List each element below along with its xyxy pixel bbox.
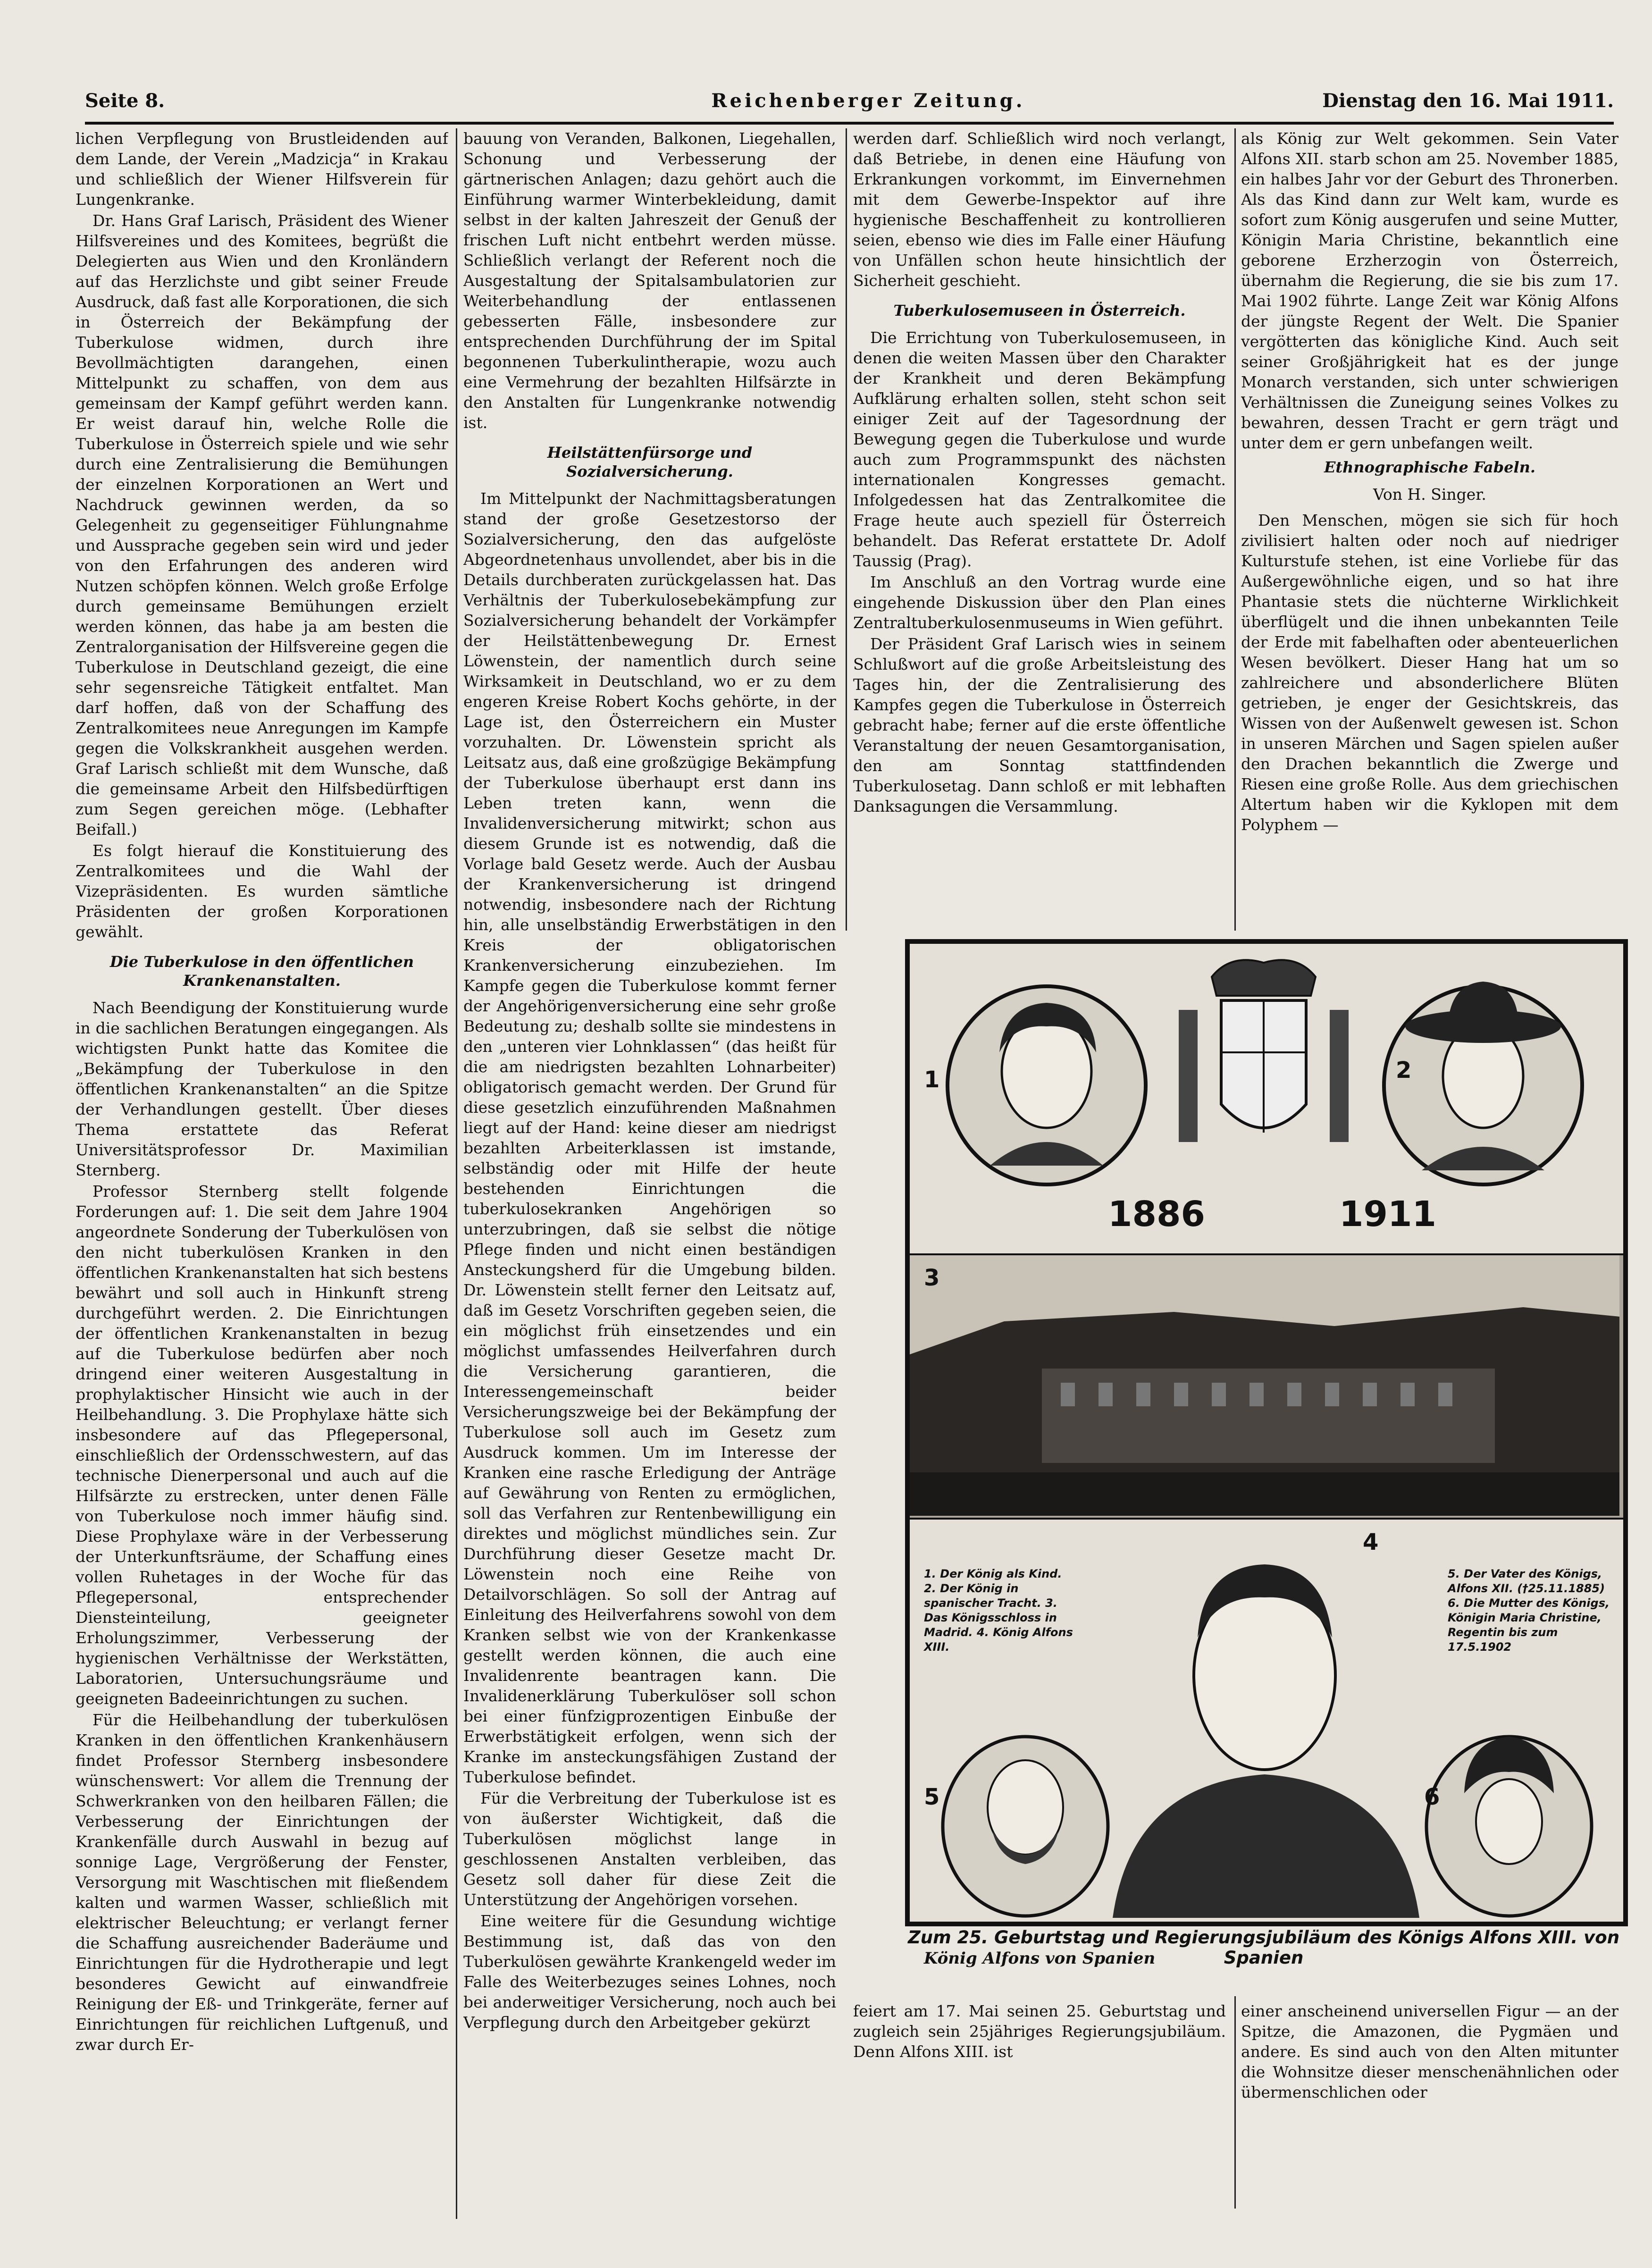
paragraph: feiert am 17. Mai seinen 25. Geburtstag und zugleich sein 25jähriges Regierungsjubiläum. Denn Alfons XIII. ist [853, 2002, 1226, 2061]
section-heading: Die Tuberkulose in den öffentlichen Krankenanstalten. [109, 953, 414, 990]
column-3 [853, 128, 1226, 912]
figure-number: 1 [924, 1067, 940, 1093]
paragraph: einer anscheinend universellen Figur — an der Spitze, die Amazonen, die Pygmäen und andere. Es sind auch von den Alten mitunter die Wohnsitze dieser menschenähnlichen oder übermenschlichen oder [1241, 2002, 1618, 2101]
year-label: 1886 [1108, 1194, 1205, 1235]
paragraph: als König zur Welt gekommen. Sein Vater Alfons XII. starb schon am 25. November 1885, ein halbes Jahr vor der Geburt des Thronerben. Als das Kind dann zur Welt kam, wurde es sofort zum König ausgerufen und seine Mutter, Königin Maria Christine, bekanntlich eine geborene Erzherzogin von Österreich, übernahm die Regierung, die sie bis zum 17. Mai 1902 führte. Lange Zeit war König Alfons der jüngste Regent der Welt. Die Spanier vergötterten das königliche Kind. Auch seit seiner Großjährigkeit hat es der junge Monarch verstanden, sich unter schwierigen Verhältnissen die Zuneigung seines Volkes zu bewahren, dessen Tracht er gern trägt und unter dem er gern unbefangen weilt. [1241, 129, 1618, 452]
figure-number: 3 [924, 1265, 940, 1291]
paragraph: Den Menschen, mögen sie sich für hoch zivilisiert halten oder noch auf niedriger Kulturstufe stehen, ist eine Vorliebe für das Außergewöhnliche eigen, und so hat ihre Phantasie stets die nüchterne Wirklichkeit überflügelt und die ihnen unbekannten Teile der Erde mit fabelhaften oder abenteuerlichen Wesen bevölkert. Dieser Hang hat um so zahlreichere und absonderlichere Blüten getrieben, je enger der Gesichtskreis, das Wissen von der Außenwelt gewesen ist. Schon in unseren Märchen und Sagen spielen außer den Drachen bekanntlich die Zwerge und Riesen eine große Rolle. Aus dem griechischen Altertum haben wir die Kyklopen mit dem Polyphem — [1241, 511, 1618, 834]
royal-palace-madrid-illustration [910, 1255, 1619, 1516]
column-divider [846, 128, 847, 931]
paragraph: Dr. Hans Graf Larisch, Präsident des Wiener Hilfsvereines und des Komitees, begrüßt die Delegierten aus Wien und den Kronländern auf das Herzlichste und gibt seiner Freude Ausdruck, daß fast alle Korporationen, die sich in Österreich der Bekämpfung der Tuberkulose widmen, durch ihre Bevollmächtigten darangehen, einen Mittelpunkt zu schaffen, von dem aus gemeinsam der Kampf geführt werden kann. Er weist darauf hin, welche Rolle die Tuberkulose in Österreich spiele und wie sehr durch eine Zentralisierung die Bemühungen der einzelnen Korporationen an Wert und Nachdruck gewinnen werden, da so Gelegenheit zu gegenseitiger Fühlungnahme und Aussprache gegeben sein wird und jeder von den Erfahrungen des anderen wird Nutzen schöpfen können. Welch große Erfolge durch gemeinsame Bemühungen erzielt werden können, das habe ja am besten die Zentralorganisation der Hilfsvereine gegen die Tuberkulose in Deutschland gezeigt, die eine sehr segensreiche Tätigkeit entfaltet. Man darf hoffen, daß von der Schaffung des Zentralkomitees neue Anregungen im Kampfe gegen die Volkskrankheit ausgehen werden. Graf Larisch schließt mit dem Wunsche, daß die gemeinsame Arbeit den Hilfsbedürftigen zum Segen gereichen möge. (Lebhafter Beifall.) [75, 211, 448, 839]
top-panel [908, 942, 1625, 1257]
figure-caption: Zum 25. Geburtstag und Regierungsjubiläum des Königs Alfons XIII. von Spanien [907, 1927, 1620, 1968]
column-divider [1234, 1996, 1236, 2209]
column-divider [1234, 128, 1236, 931]
figure-legend: 5. Der Vater des Königs, Alfons XII. (†25.11.1885) 6. Die Mutter des Königs, Königin Maria Christine, Regentin bis zum 17.5.1902 [1448, 1567, 1610, 1654]
column-divider [456, 128, 457, 2219]
paragraph: Professor Sternberg stellt folgende Forderungen auf: 1. Die seit dem Jahre 1904 angeordnete Sonderung der Tuberkulösen von den nicht tuberkulösen Kranken in den öffentlichen Krankenanstalten hat sich bestens bewährt und soll auch in Hinkunft streng durchgeführt werden. 2. Die Einrichtungen der öffentlichen Krankenanstalten in bezug auf die Tuberkulose bedürfen aber noch dringend einer weiteren Ausgestaltung in prophylaktischer Hinsicht wie auch in der Heilbehandlung. 3. Die Prophylaxe hätte sich insbesondere auf das Pflegepersonal, einschließlich der Ordensschwestern, auf das technische Dienerpersonal und auch auf die Hilfsärzte zu erstrecken, unter denen Fälle von Tuberkulose noch immer häufig sind. Diese Prophylaxe wäre in der Verbesserung der Unterkunftsräume, der Schaffung eines vollen Ruhetages in der Woche für das Pflegepersonal, entsprechender Diensteinteilung, geeigneter Erholungszimmer, Verbesserung der hygienischen Verhältnisse der Werkstätten, Laboratorien, Untersuchungsräume und geeigneten Badeeinrichtungen zu suchen. [75, 1182, 448, 1708]
column-2 [463, 128, 836, 2219]
paragraph: lichen Verpflegung von Brustleidenden auf dem Lande, der Verein „Madzicja“ in Krakau und schließlich der Wiener Hilfsverein für Lungenkranke. [75, 129, 448, 209]
paragraph: Im Mittelpunkt der Nachmittagsberatungen stand der große Gesetzestorso der Sozialversicherung, den das aufgelöste Abgeordnetenhaus unvollendet, aber bis in die Details durchberaten zurückgelassen hat. Das Verhältnis der Tuberkulosebekämpfung zur Sozialversicherung behandelt der Vorkämpfer der Heilstättenbewegung Dr. Ernest Löwenstein, der namentlich durch seine Wirksamkeit in Deutschland, wo er zu dem engeren Kreise Robert Kochs gehörte, in der Lage ist, den Österreichern ein Muster vorzuhalten. Dr. Löwenstein spricht als Leitsatz aus, daß eine großzügige Bekämpfung der Tuberkulose überhaupt erst dann ins Leben treten kann, wenn die Invalidenversicherung mitwirkt; schon aus diesem Grunde ist es notwendig, daß die Vorlage bald Gesetz werde. Auch der Ausbau der Krankenversicherung ist dringend notwendig, insbesondere nach der Richtung hin, alle unselbständig Erwerbstätigen in den Kreis der obligatorischen Krankenversicherung einzubeziehen. Im Kampfe gegen die Tuberkulose kommt ferner der Angehörigenversicherung eine sehr große Bedeutung zu; deshalb sollte sie mindestens in den „unteren vier Lohnklassen“ (das heißt für die am niedrigsten bezahlten Lohnarbeiter) obligatorisch gemacht werden. Der Grund für diese gesetzlich einzuführenden Maßnahmen liegt auf der Hand: keine dieser am niedrigst bezahlten Arbeiterklassen ist imstande, selbständig oder mit Hilfe der heute bestehenden Einrichtungen die tuberkulosekranken Angehörigen so unterzubringen, daß sie selbst die nötige Pflege finden und nicht einen beständigen Ansteckungsherd für die Umgebung bilden. Dr. Löwenstein stellt ferner den Leitsatz auf, daß im Gesetz Vorschriften gegeben seien, die ein möglichst früh einsetzendes und ein möglichst umfassendes Heilverfahren durch die Versicherung garantieren, die Interessengemeinschaft beider Versicherungszweige bei der Bekämpfung der Tuberkulose soll auch im Gesetz zum Ausdruck kommen. Um im Interesse der Kranken eine rasche Erledigung der Anträge auf Gewährung von Renten zu ermöglichen, soll das Verfahren zur Rentenbewilligung ein direktes und möglichst mündliches sein. Zur Durchführung dieser Gesetze macht Dr. Löwenstein noch eine Reihe von Detailvorschlägen. So soll der Antrag auf Einleitung des Heilverfahrens sowohl von dem Kranken selbst wie von der Krankenkasse gestellt werden können, die auch eine Invalidenrente beantragen kann. Die Invalidenerklärung Tuberkulöser soll schon bei einer fünfzigprozentigen Einbuße der Erwerbstätigkeit erfolgen, wenn sich der Kranke im ansteckungsfähigen Zustand der Tuberkulose befindet. [463, 489, 836, 1786]
newspaper-title: Reichenberger Zeitung. [711, 90, 1025, 112]
figure-number: 6 [1424, 1784, 1440, 1810]
issue-date: Dienstag den 16. Mai 1911. [1322, 90, 1614, 112]
paragraph: Es folgt hierauf die Konstituierung des Zentralkomitees und die Wahl der Vizepräsidenten. Es wurden sämtliche Präsidenten der großen Korporationen gewählt. [75, 841, 448, 941]
paragraph: werden darf. Schließlich wird noch verlangt, daß Betriebe, in denen eine Häufung von Erkrankungen vorkommt, im Einvernehmen mit dem Gewerbe-Inspektor auf ihre hygienische Beschaffenheit zu kontrollieren seien, ebenso wie dies im Falle einer Häufung von Unfällen schon heute hinsichtlich der Sicherheit geschieht. [853, 129, 1226, 290]
palace-panel [908, 1253, 1625, 1521]
bottom-panel [908, 1518, 1625, 1924]
paragraph: Im Anschluß an den Vortrag wurde eine eingehende Diskussion über den Plan eines Zentraltuberkulosenmuseums in Wien geführt. [853, 573, 1226, 632]
figure-legend: 1. Der König als Kind. 2. Der König in spanischer Tracht. 3. Das Königsschloss in Madrid. 4. König Alfons XIII. [924, 1567, 1073, 1654]
figure-number: 4 [1363, 1529, 1379, 1555]
section-heading: Heilstättenfürsorge und Sozialversicherung. [547, 444, 753, 480]
paragraph: Eine weitere für die Gesundung wichtige Bestimmung ist, daß das von den Tuberkulösen gewährte Krankengeld weder im Falle des Weiterbezuges seines Lohnes, noch bei anderweitiger Versicherung, noch auch bei Verpflegung durch den Arbeitgeber gekürzt [463, 1912, 836, 2032]
page-number: Seite 8. [85, 90, 165, 112]
paragraph: Für die Verbreitung der Tuberkulose ist es von äußerster Wichtigkeit, daß die Tuberkulösen möglichst lange in geschlossenen Anstalten verbleiben, das Gesetz soll daher für diese Zeit die Unterstützung der Angehörigen vorsehen. [463, 1789, 836, 1909]
column-3-bottom [853, 2001, 1226, 2209]
section-heading: König Alfons von Spanien [923, 1949, 1156, 1968]
coat-of-arms-icon [1179, 960, 1349, 1142]
byline: Von H. Singer. [1373, 485, 1486, 504]
paragraph: bauung von Veranden, Balkonen, Liegehallen, Schonung und Verbesserung der gärtnerischen Anlagen; dazu gehört auch die Einführung warmer Winterbekleidung, damit selbst in der kalten Jahreszeit der Genuß der frischen Luft nicht entbehrt werden müsse. Schließlich verlangt der Referent noch die Ausgestaltung der Spitalsambulatorien zur Weiterbehandlung der entlassenen gebesserten Fälle, insbesondere zur entsprechenden Durchführung der im Spital begonnenen Tuberkulintherapie, wozu auch eine Vermehrung der bezahlten Hilfsärzte in den Anstalten für Lungenkranke notwendig ist. [463, 129, 836, 432]
portraits-and-crest-illustration [910, 944, 1619, 1252]
column-1 [75, 128, 448, 2219]
paragraph: Die Errichtung von Tuberkulosemuseen, in denen die weiten Massen über den Charakter der Krankheit und deren Bekämpfung Aufklärung erhalten sollen, steht schon seit einiger Zeit auf der Tagesordnung der Bewegung gegen die Tuberkulose und wurde auch zum Programmspunkt des nächsten internationalen Kongresses gemacht. Infolgedessen hat das Zentralkomitee die Frage heute auch speziell für Österreich behandelt. Das Referat erstattete Dr. Adolf Taussig (Prag). [853, 328, 1226, 570]
header-rule [85, 122, 1614, 125]
section-heading: Tuberkulosemuseen in Österreich. [893, 302, 1186, 319]
figure-number: 5 [924, 1784, 940, 1810]
paragraph: Der Präsident Graf Larisch wies in seinem Schlußwort auf die große Arbeitsleistung des Tages hin, der die Zentralisierung des Kampfes gegen die Tuberkulose in Österreich gebracht habe; ferner auf die erste öffentliche Veranstaltung der neuen Gesamtorganisation, den am Sonntag stattfindenden Tuberkulosetag. Dann schloß er mit lebhaften Danksagungen die Versammlung. [853, 635, 1226, 815]
paragraph: Für die Heilbehandlung der tuberkulösen Kranken in den öffentlichen Krankenhäusern findet Professor Sternberg insbesondere wünschenswert: Vor allem die Trennung der Schwerkranken von den heilbaren Fällen; die Verbesserung der Einrichtungen der Krankenfälle durch Auswahl in bezug auf sonnige Lage, Vergrößerung der Fenster, Versorgung mit Waschtischen mit fließendem kalten und warmen Wasser, schließlich mit elektrischer Beleuchtung; er verlangt ferner die Schaffung ausreichender Baderäume und Einrichtungen für die Hydrotherapie und legt besonderes Gewicht auf einwandfreie Reinigung der Eß- und Trinkgeräte, ferner auf Einrichtungen für reichlichen Luftgenuß, und zwar durch Er- [75, 1711, 448, 2054]
paragraph: Nach Beendigung der Konstituierung wurde in die sachlichen Beratungen eingegangen. Als wichtigsten Punkt hatte das Komitee die „Bekämpfung der Tuberkulose in den öffentlichen Krankenanstalten“ an die Spitze der Verhandlungen gestellt. Über dieses Thema erstattete das Referat Universitätsprofessor Dr. Maximilian Sternberg. [75, 999, 448, 1179]
page-header [85, 81, 1614, 122]
figure-number: 2 [1396, 1057, 1412, 1084]
year-label: 1911 [1339, 1194, 1436, 1235]
illustration-collage [905, 939, 1628, 1926]
column-4-bottom [1241, 2001, 1618, 2209]
section-heading: Ethnographische Fabeln. [1324, 458, 1536, 476]
column-4 [1241, 128, 1618, 912]
